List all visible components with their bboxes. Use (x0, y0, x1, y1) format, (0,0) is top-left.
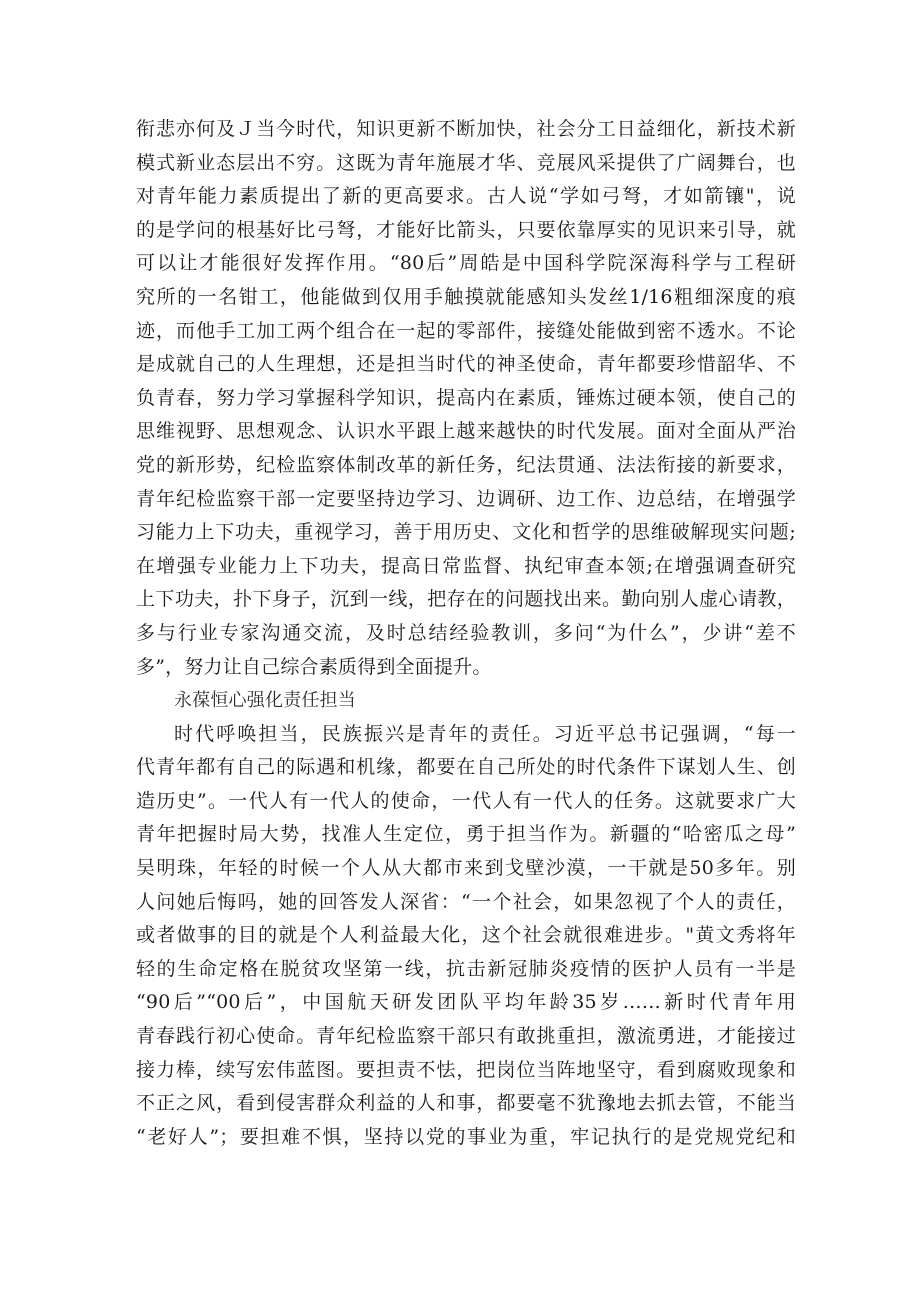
paragraph-line: 衔悲亦何及Ｊ当今时代，知识更新不断加快，社会分工日益细化，新技术新 (136, 118, 796, 140)
paragraph-1 (136, 113, 796, 684)
document-body (136, 113, 796, 1154)
paragraph-line: 青年把握时局大势，找准人生定位，勇于担当作为。新疆的“哈密瓜之母” (136, 823, 796, 846)
paragraph-line: “老好人”；要担难不惧，坚持以党的事业为重，牢记执行的是党规党纪和 (136, 1125, 796, 1148)
paragraph-line: 青春践行初心使命。青年纪检监察干部只有敢挑重担，激流勇进，才能接过 (136, 1025, 796, 1048)
paragraph-line: 可以让才能很好发挥作用。“80后”周皓是中国科学院深海科学与工程研 (136, 252, 796, 275)
paragraph-line: 人问她后悔吗，她的回答发人深省：“一个社会，如果忽视了个人的责任， (136, 890, 796, 913)
paragraph-line: 吴明珠，年轻的时候一个人从大都市来到戈壁沙漠，一干就是50多年。别 (136, 857, 796, 880)
paragraph-line: 不正之风，看到侵害群众利益的人和事，都要毫不犹豫地去抓去管，不能当 (136, 1092, 796, 1115)
paragraph-line: 接力棒，续写宏伟蓝图。要担责不怯，把岗位当阵地坚守，看到腐败现象和 (136, 1058, 796, 1081)
section-heading: 永葆恒心强化责任担当 (174, 690, 356, 712)
paragraph-line: 对青年能力素质提出了新的更高要求。古人说“学如弓弩，才如箭镶"，说 (136, 185, 796, 208)
paragraph-line: 多”，努力让自己综合素质得到全面提升。 (136, 655, 492, 678)
paragraph-line: 造历史”。一代人有一代人的使命，一代人有一代人的任务。这就要求广大 (136, 789, 796, 812)
paragraph-line: 在增强专业能力上下功夫，提高日常监督、执纪审查本领;在增强调查研究 (136, 554, 796, 577)
paragraph-line: 代青年都有自己的际遇和机缘，都要在自己所处的时代条件下谋划人生、创 (136, 756, 796, 779)
paragraph-2 (136, 718, 796, 1155)
paragraph-line: 上下功夫，扑下身子，沉到一线，把存在的问题找出来。勤向别人虚心请教， (136, 588, 796, 611)
paragraph-line: 多与行业专家沟通交流，及时总结经验教训，多问“为什么”，少讲“差不 (136, 621, 796, 644)
paragraph-line: 模式新业态层出不穷。这既为青年施展才华、竞展风采提供了广阔舞台，也 (136, 151, 796, 174)
paragraph-line: 党的新形势，纪检监察体制改革的新任务，纪法贯通、法法衔接的新要求， (136, 453, 796, 476)
paragraph-line: 时代呼唤担当，民族振兴是青年的责任。习近平总书记强调，“每一 (174, 722, 796, 745)
paragraph-line: 思维视野、思想观念、认识水平跟上越来越快的时代发展。面对全面从严治 (136, 420, 796, 443)
paragraph-line: 负青春，努力学习掌握科学知识，提高内在素质，锤炼过硬本领，使自己的 (136, 386, 796, 409)
paragraph-line: 或者做事的目的就是个人利益最大化，这个社会就很难进步。"黄文秀将年 (136, 924, 796, 947)
paragraph-line: 究所的一名钳工，他能做到仅用手触摸就能感知头发丝1/16粗细深度的痕 (136, 285, 796, 308)
paragraph-line: 的是学问的根基好比弓弩，才能好比箭头，只要依靠厚实的见识来引导，就 (136, 218, 796, 241)
paragraph-line: 习能力上下功夫，重视学习，善于用历史、文化和哲学的思维破解现实问题; (136, 521, 796, 544)
paragraph-line: 青年纪检监察干部一定要坚持边学习、边调研、边工作、边总结，在增强学 (136, 487, 796, 510)
paragraph-line: “90后”“00后”，中国航天研发团队平均年龄35岁……新时代青年用 (136, 991, 796, 1014)
paragraph-line: 轻的生命定格在脱贫攻坚第一线，抗击新冠肺炎疫情的医护人员有一半是 (136, 957, 796, 980)
paragraph-line: 迹，而他手工加工两个组合在一起的零部件，接缝处能做到密不透水。不论 (136, 319, 796, 342)
paragraph-line: 是成就自己的人生理想，还是担当时代的神圣使命，青年都要珍惜韶华、不 (136, 353, 796, 376)
